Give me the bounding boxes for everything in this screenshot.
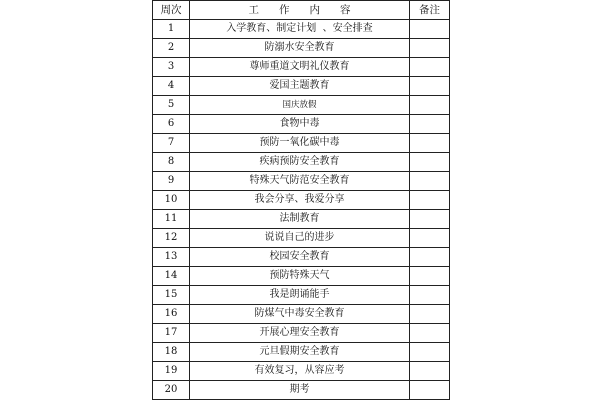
week-cell: 8 <box>153 153 190 172</box>
table-row <box>153 115 450 134</box>
content-cell: 入学教育、制定计划 、安全排查 <box>190 20 410 39</box>
content-cell: 有效复习，从容应考 <box>190 362 410 381</box>
note-cell <box>410 343 450 362</box>
content-cell: 防溺水安全教育 <box>190 39 410 58</box>
table-row <box>153 210 450 229</box>
schedule-sheet <box>152 0 449 399</box>
note-cell <box>410 324 450 343</box>
weekly-work-schedule-table <box>152 0 450 400</box>
week-cell: 2 <box>153 39 190 58</box>
content-cell: 食物中毒 <box>190 115 410 134</box>
note-cell <box>410 362 450 381</box>
note-cell <box>410 286 450 305</box>
note-cell <box>410 58 450 77</box>
table-row <box>153 248 450 267</box>
table-row <box>153 191 450 210</box>
week-cell: 17 <box>153 324 190 343</box>
content-cell: 爱国主题教育 <box>190 77 410 96</box>
header-content-char: 工 <box>248 4 259 16</box>
header-note: 备注 <box>410 1 450 20</box>
table-row <box>153 381 450 400</box>
week-cell: 4 <box>153 77 190 96</box>
note-cell <box>410 115 450 134</box>
week-cell: 13 <box>153 248 190 267</box>
note-cell <box>410 153 450 172</box>
week-cell: 15 <box>153 286 190 305</box>
week-cell: 12 <box>153 229 190 248</box>
note-cell <box>410 210 450 229</box>
table-row <box>153 58 450 77</box>
note-cell <box>410 305 450 324</box>
week-cell: 3 <box>153 58 190 77</box>
note-cell <box>410 77 450 96</box>
table-row <box>153 172 450 191</box>
table-row <box>153 39 450 58</box>
week-cell: 20 <box>153 381 190 400</box>
table-row <box>153 77 450 96</box>
note-cell <box>410 172 450 191</box>
header-content-char: 作 <box>279 4 290 16</box>
content-cell: 校园安全教育 <box>190 248 410 267</box>
content-cell: 特殊天气防范安全教育 <box>190 172 410 191</box>
note-cell <box>410 381 450 400</box>
table-row <box>153 20 450 39</box>
content-cell: 元旦假期安全教育 <box>190 343 410 362</box>
note-cell <box>410 191 450 210</box>
content-cell: 开展心理安全教育 <box>190 324 410 343</box>
week-cell: 9 <box>153 172 190 191</box>
content-cell: 说说自己的进步 <box>190 229 410 248</box>
week-cell: 10 <box>153 191 190 210</box>
content-cell: 疾病预防安全教育 <box>190 153 410 172</box>
content-cell: 国庆放假 <box>190 96 410 115</box>
note-cell <box>410 96 450 115</box>
week-cell: 1 <box>153 20 190 39</box>
table-row <box>153 362 450 381</box>
header-content-char: 内 <box>309 4 320 16</box>
table-row <box>153 286 450 305</box>
table-row <box>153 96 450 115</box>
content-cell: 尊师重道文明礼仪教育 <box>190 58 410 77</box>
table-row <box>153 153 450 172</box>
note-cell <box>410 134 450 153</box>
week-cell: 5 <box>153 96 190 115</box>
header-content-char: 容 <box>340 4 351 16</box>
note-cell <box>410 248 450 267</box>
table-header-row <box>153 1 450 20</box>
table-row <box>153 324 450 343</box>
content-cell: 期考 <box>190 381 410 400</box>
header-week: 周次 <box>153 1 190 20</box>
week-cell: 16 <box>153 305 190 324</box>
week-cell: 7 <box>153 134 190 153</box>
note-cell <box>410 229 450 248</box>
week-cell: 19 <box>153 362 190 381</box>
note-cell <box>410 39 450 58</box>
content-cell: 我是朗诵能手 <box>190 286 410 305</box>
note-cell <box>410 267 450 286</box>
table-row <box>153 305 450 324</box>
content-cell: 预防一氧化碳中毒 <box>190 134 410 153</box>
table-row <box>153 267 450 286</box>
note-cell <box>410 20 450 39</box>
content-cell: 法制教育 <box>190 210 410 229</box>
content-cell: 预防特殊天气 <box>190 267 410 286</box>
week-cell: 18 <box>153 343 190 362</box>
content-cell: 防煤气中毒安全教育 <box>190 305 410 324</box>
week-cell: 14 <box>153 267 190 286</box>
week-cell: 6 <box>153 115 190 134</box>
table-row <box>153 229 450 248</box>
content-cell: 我会分享、我爱分享 <box>190 191 410 210</box>
header-content <box>190 1 410 20</box>
table-row <box>153 134 450 153</box>
table-row <box>153 343 450 362</box>
week-cell: 11 <box>153 210 190 229</box>
